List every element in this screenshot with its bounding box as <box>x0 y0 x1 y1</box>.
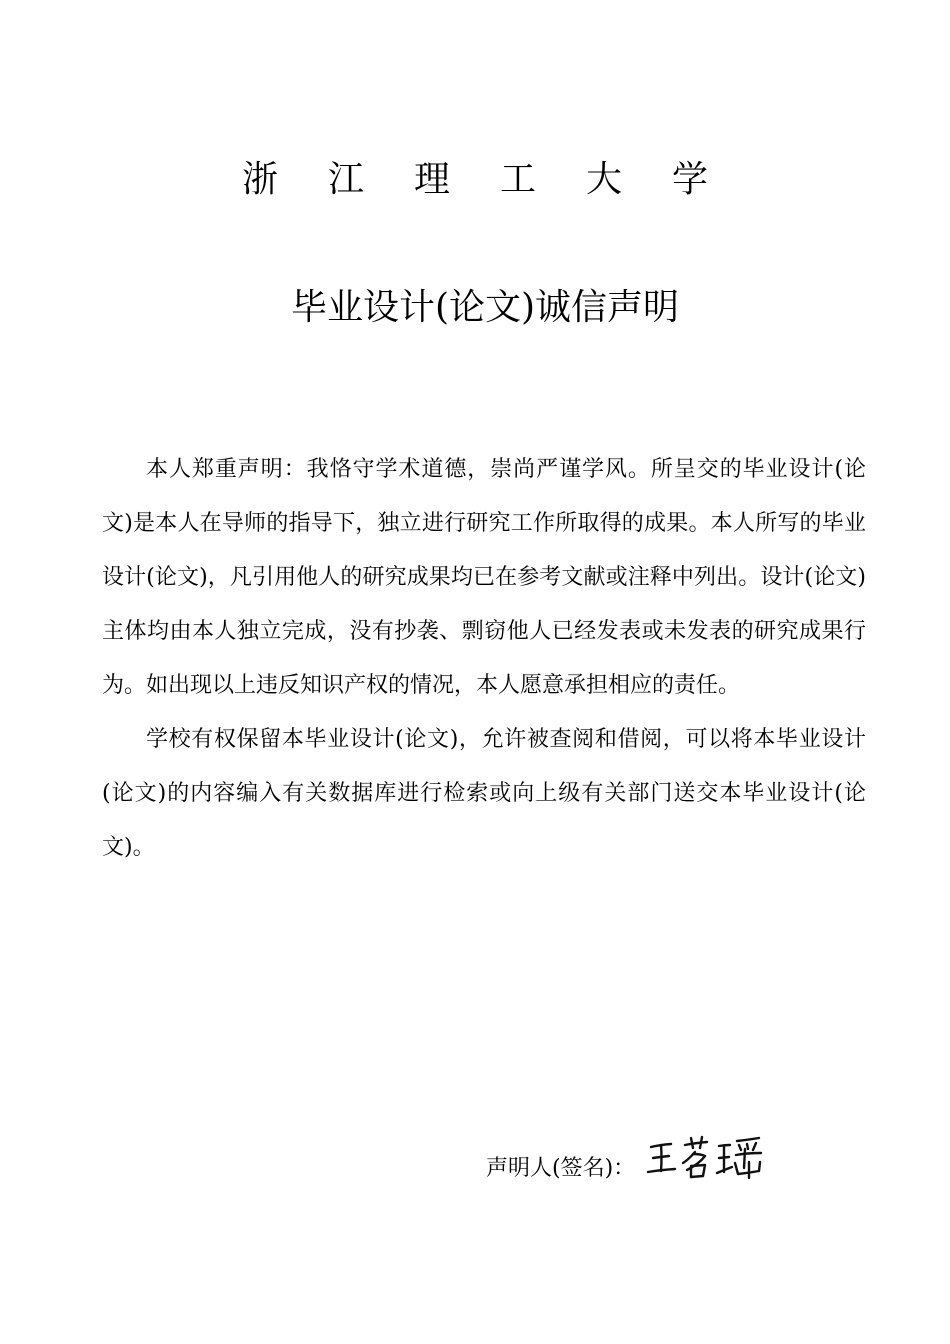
document-title: 毕业设计(论文)诚信声明 <box>290 287 680 328</box>
declaration-paragraph: 本人郑重声明：我恪守学术道德，崇尚严谨学风。所呈交的毕业设计(论文)是本人在导师的指导下，独立进行研究工作所取得的成果。本人所写的毕业设计(论文)，凡引用他人的研究成果均已在参考文献或注释中列出。设计(论文)主体均由本人独立完成，没有抄袭、剽窃他人已经发表或未发表的研究成果行为。如出现以上违反知识产权的情况，本人愿意承担相应的责任。 <box>102 457 866 698</box>
signature-row <box>486 1130 771 1190</box>
university-char: 浙 <box>242 159 279 200</box>
university-char: 理 <box>414 159 451 200</box>
declaration-paragraph: 学校有权保留本毕业设计(论文)，允许被查阅和借阅，可以将本毕业设计(论文)的内容编入有关数据库进行检索或向上级有关部门送交本毕业设计(论文)。 <box>102 727 866 860</box>
signature-label: 声明人(签名)： <box>486 1156 636 1181</box>
university-char: 江 <box>328 159 365 200</box>
declaration-body <box>102 443 866 875</box>
university-char: 大 <box>586 159 623 200</box>
university-name <box>0 152 950 208</box>
handwritten-signature <box>641 1132 771 1188</box>
university-char: 学 <box>672 159 709 200</box>
university-char: 工 <box>500 159 537 200</box>
